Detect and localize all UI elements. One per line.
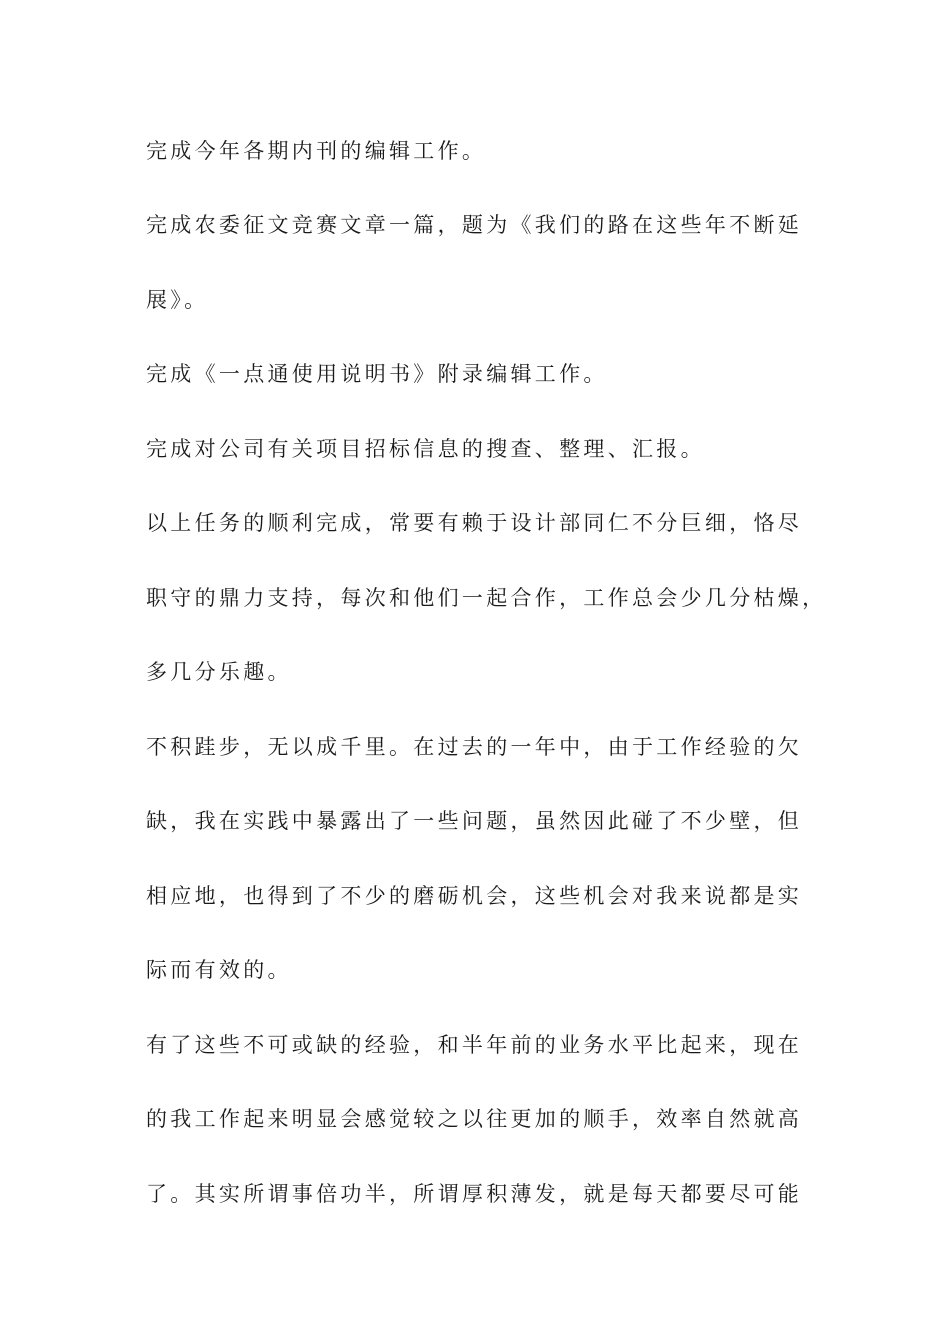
text-line-7: 职守的鼎力支持，每次和他们一起合作，工作总会少几分枯燥，	[146, 586, 827, 610]
text-line-2: 完成农委征文竞赛文章一篇，题为《我们的路在这些年不断延	[146, 213, 803, 237]
text-line-4: 完成《一点通使用说明书》附录编辑工作。	[146, 362, 608, 386]
text-line-13: 有了这些不可或缺的经验，和半年前的业务水平比起来，现在	[146, 1033, 803, 1057]
text-line-8: 多几分乐趣。	[146, 660, 292, 684]
text-line-10: 缺，我在实践中暴露出了一些问题，虽然因此碰了不少壁，但	[146, 809, 803, 833]
text-line-14: 的我工作起来明显会感觉较之以往更加的顺手，效率自然就高	[146, 1107, 803, 1131]
text-line-12: 际而有效的。	[146, 958, 292, 982]
text-line-3: 展》。	[146, 288, 209, 312]
text-line-15: 了。其实所谓事倍功半，所谓厚积薄发，就是每天都要尽可能	[146, 1182, 803, 1206]
text-line-11: 相应地，也得到了不少的磨砺机会，这些机会对我来说都是实	[146, 884, 803, 908]
text-line-5: 完成对公司有关项目招标信息的搜查、整理、汇报。	[146, 437, 705, 461]
text-line-1: 完成今年各期内刊的编辑工作。	[146, 139, 487, 163]
text-line-6: 以上任务的顺利完成，常要有赖于设计部同仁不分巨细，恪尽	[146, 511, 803, 535]
text-line-9: 不积跬步，无以成千里。在过去的一年中，由于工作经验的欠	[146, 735, 803, 759]
